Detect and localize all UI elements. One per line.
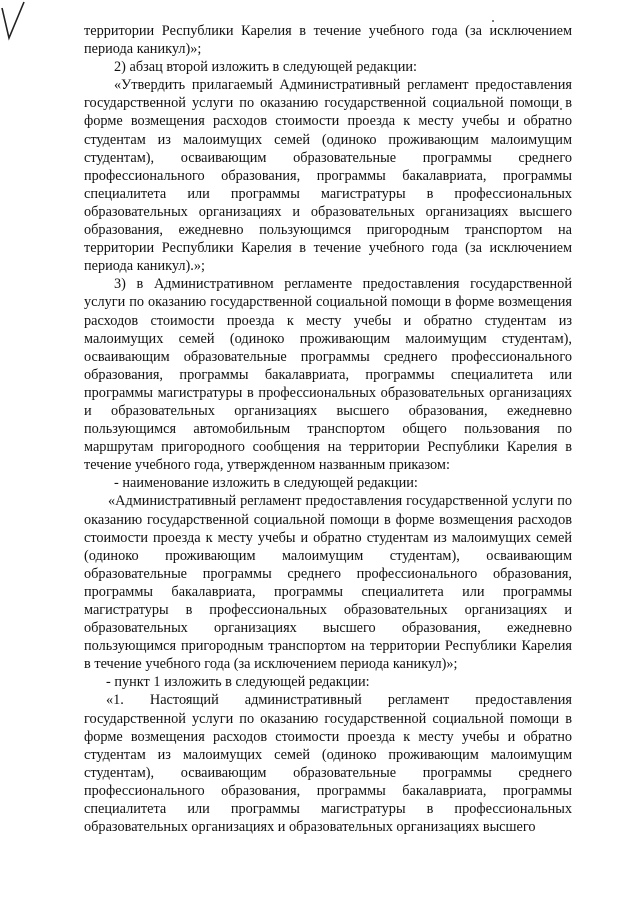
document-body — [84, 22, 572, 836]
paragraph-quote-point-1: «1. Настоящий административный регламент предоставления государственной услуги по оказанию государственной социальной помощи в форме возмещения расходов стоимости проезда к месту учебы и обратно студентам из малоимущих семей (одиноко проживающим малоимущим студентам), осваивающим образовательные программы среднего профессионального образования, программы бакалавриата, программы специалитета или программы магистратуры в профессиональных образовательных организациях и образовательных организациях высшего — [84, 692, 572, 836]
paragraph-continuation: территории Республики Карелия в течение учебного года (за исключением периода каникул)»; — [84, 23, 572, 58]
paragraph-item-2: 2) абзац второй изложить в следующей редакции: — [114, 59, 417, 76]
paragraph-point-1-change: - пункт 1 изложить в следующей редакции: — [106, 674, 370, 691]
paragraph-item-3: 3) в Административном регламенте предоставления государственной услуги по оказанию государственной социальной помощи в форме возмещения расходов стоимости проезда к месту учебы и обратно студентам из малоимущих семей (одиноко проживающим малоимущим студентам), осваивающим образовательные программы среднего профессионального образования, программы бакалавриата, программы специалитета или программы магистратуры в профессиональных образовательных организациях и образовательных организациях высшего образования, ежедневно пользующимся автомобильным транспортом общего пользования по маршрутам пригородного сообщения на территории Республики Карелия в течение учебного года, утвержденном названным приказом: — [84, 276, 572, 474]
corner-pen-mark — [0, 0, 40, 50]
paragraph-name-change: - наименование изложить в следующей редакции: — [114, 475, 418, 492]
paragraph-quote-approve: «Утвердить прилагаемый Административный регламент предоставления государственной услуги по оказанию государственной социальной помощи в форме возмещения расходов стоимости проезда к месту учебы и обратно студентам из малоимущих семей (одиноко проживающим малоимущим студентам), осваивающим образовательные программы среднего профессионального образования, программы бакалавриата, программы специалитета или программы магистратуры в профессиональных образовательных организациях и образовательных организациях высшего образования, ежедневно пользующимся пригородным транспортом на территории Республики Карелия в течение учебного года (за исключением периода каникул).»; — [84, 77, 572, 275]
paragraph-quote-title: «Административный регламент предоставления государственной услуги по оказанию государственной социальной помощи в форме возмещения расходов стоимости проезда к месту учебы и обратно студентам из малоимущих семей (одиноко проживающим малоимущим студентам), осваивающим образовательные программы среднего профессионального образования, программы бакалавриата, программы специалитета или программы магистратуры в профессиональных образовательных организациях и образовательных организациях высшего образования, ежедневно пользующимся пригородным транспортом на территории Республики Карелия в течение учебного года (за исключением периода каникул)»; — [84, 493, 572, 673]
